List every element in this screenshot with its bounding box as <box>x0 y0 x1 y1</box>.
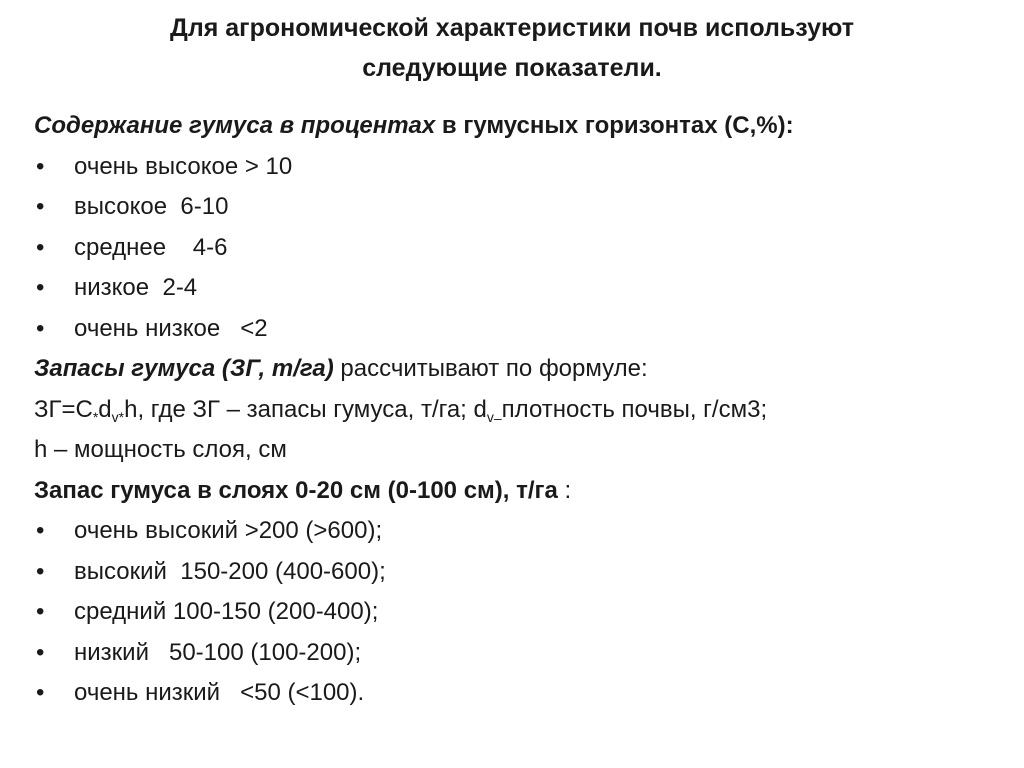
list-item <box>34 268 1004 309</box>
list-item <box>34 309 1004 350</box>
title-line-1: Для агрономической характеристики почв используют <box>170 14 854 42</box>
list-item-text: высокий 150-200 (400-600); <box>74 557 386 585</box>
list-item <box>34 633 1004 674</box>
slide-content <box>34 106 1004 714</box>
list-item-text: очень низкое <2 <box>74 314 268 342</box>
multiply-star: * <box>92 408 99 425</box>
subscript-v: v <box>111 408 119 425</box>
heading-bold: Запас гумуса в слоях 0-20 см (0-100 см), т/га <box>34 476 558 504</box>
bullet-icon: • <box>36 598 45 626</box>
heading-rest: рассчитывают по формуле: <box>333 355 648 382</box>
formula-part: плотность почвы, г/см3; <box>501 395 768 423</box>
list-item-text: средний 100-150 (200-400); <box>74 598 379 626</box>
heading-rest: : <box>557 476 572 504</box>
list-item <box>34 552 1004 593</box>
bullet-icon: • <box>36 517 45 545</box>
list-item-text: очень высокое > 10 <box>74 152 293 180</box>
subscript-v: v <box>486 408 494 425</box>
bullet-icon: • <box>36 152 45 180</box>
section-humus-layers-heading <box>34 471 1004 512</box>
slide-title <box>60 8 964 88</box>
list-item-text: высокое 6-10 <box>74 193 229 221</box>
list-item <box>34 187 1004 228</box>
formula-part: d <box>98 395 112 423</box>
list-item-text: очень высокий >200 (>600); <box>74 517 383 545</box>
section-humus-percent-heading <box>34 106 1004 147</box>
formula-part: ЗГ=С <box>34 395 93 423</box>
list-item-text: среднее 4-6 <box>74 233 228 261</box>
formula-part: h, где ЗГ – запасы гумуса, т/га; d <box>124 395 487 423</box>
list-item <box>34 673 1004 714</box>
bullet-icon: • <box>36 274 45 302</box>
bullet-icon: • <box>36 679 45 707</box>
heading-italic: Содержание гумуса в процентах <box>34 112 436 139</box>
bullet-icon: • <box>36 557 45 585</box>
formula-explanation: h – мощность слоя, см <box>34 436 287 463</box>
section-humus-stock-heading <box>34 349 1004 390</box>
bullet-icon: • <box>36 233 45 261</box>
heading-rest: в гумусных горизонтах (С,%): <box>435 112 794 139</box>
bullet-icon: • <box>36 193 45 221</box>
list-item-text: низкое 2-4 <box>74 274 198 302</box>
list-item <box>34 147 1004 188</box>
list-item-text: очень низкий <50 (<100). <box>74 679 365 707</box>
list-item <box>34 511 1004 552</box>
multiply-star: * <box>118 408 125 425</box>
list-item <box>34 228 1004 269</box>
bullet-icon: • <box>36 638 45 666</box>
list-item <box>34 592 1004 633</box>
title-line-2: следующие показатели. <box>362 54 662 82</box>
subscript-dash: – <box>493 409 502 426</box>
heading-italic: Запасы гумуса (ЗГ, т/га) <box>34 355 334 382</box>
bullet-icon: • <box>36 314 45 342</box>
formula-line <box>34 390 1004 431</box>
list-item-text: низкий 50-100 (100-200); <box>74 638 362 666</box>
